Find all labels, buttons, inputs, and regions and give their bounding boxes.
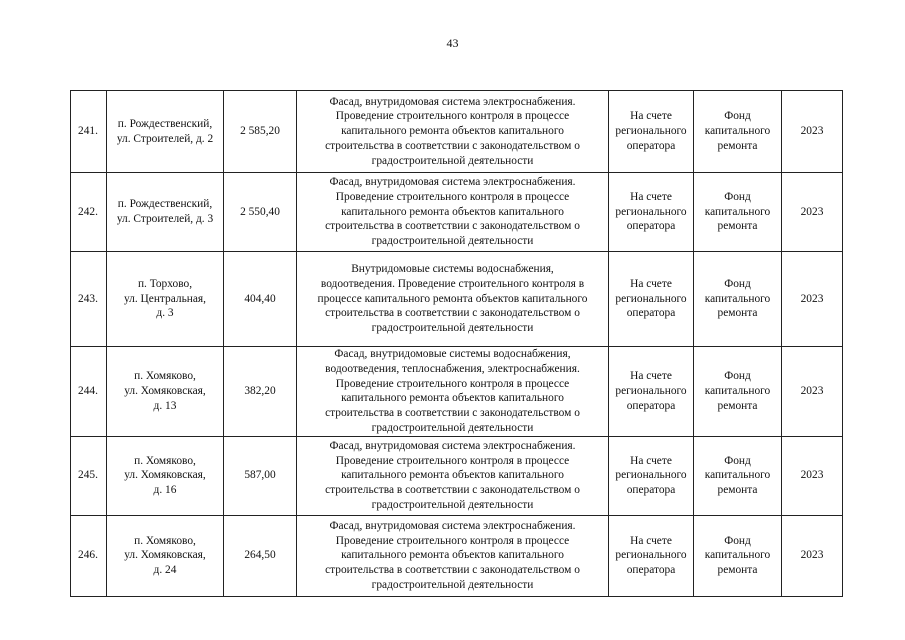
address-line: д. 3 [156, 307, 174, 320]
works-line: Проведение строительного контроля в процессе [335, 110, 570, 123]
address-line: п. Торхово, [137, 277, 193, 290]
address-cell [107, 515, 224, 596]
address-line: ул. Центральная, [123, 292, 207, 305]
address-line: д. 13 [153, 399, 177, 412]
area-cell: 2 550,40 [224, 173, 297, 252]
works-line: строительства в соответствии с законодательством о [325, 407, 580, 420]
account-line: На счете [630, 190, 672, 203]
funding-source-line: ремонта [717, 220, 758, 233]
account-line: оператора [626, 307, 676, 320]
works-line: Фасад, внутридомовая система электроснабжения. [329, 519, 576, 532]
works-line: Проведение строительного контроля в процессе [335, 377, 570, 390]
works-line: Фасад, внутридомовые системы водоснабжения, [334, 348, 571, 360]
funding-source-line: Фонд [724, 370, 751, 383]
table-row [71, 91, 843, 173]
address-cell [107, 436, 224, 515]
funding-source-line: Фонд [724, 534, 751, 547]
account-line: На счете [630, 454, 672, 467]
year-cell: 2023 [782, 91, 843, 173]
works-line: Внутридомовые системы водоснабжения, [351, 263, 554, 275]
row-number-cell: 243. [71, 252, 107, 347]
row-number-cell: 242. [71, 173, 107, 252]
funding-source-line: ремонта [717, 139, 758, 152]
funding-source-line: Фонд [724, 277, 751, 290]
address-line: ул. Строителей, д. 2 [116, 132, 214, 145]
account-line: оператора [626, 220, 676, 233]
area-cell: 2 585,20 [224, 91, 297, 173]
works-line: Фасад, внутридомовая система электроснабжения. [329, 439, 576, 452]
account-line: оператора [626, 484, 676, 497]
works-line: строительства в соответствии с законодательством о [325, 220, 580, 233]
works-line: Фасад, внутридомовая система электроснабжения. [329, 95, 576, 108]
works-line: градостроительной деятельности [371, 498, 534, 511]
account-line: регионального [615, 292, 687, 305]
account-cell [609, 173, 694, 252]
account-cell [609, 436, 694, 515]
works-line: водоотведения. Проведение строительного контроля в [320, 277, 585, 290]
address-line: п. Рождественский, [117, 117, 213, 130]
account-cell [609, 515, 694, 596]
works-cell [297, 91, 609, 173]
funding-source-line: Фонд [724, 110, 751, 123]
works-line: Проведение строительного контроля в процессе [335, 454, 570, 467]
address-line: п. Рождественский, [117, 198, 213, 211]
account-cell [609, 347, 694, 437]
account-cell [609, 91, 694, 173]
works-line: капитального ремонта объектов капитального [341, 469, 564, 482]
works-line: капитального ремонта объектов капитального [341, 125, 564, 138]
works-cell [297, 515, 609, 596]
works-line: капитального ремонта объектов капитального [341, 205, 564, 218]
account-line: На счете [630, 534, 672, 547]
funding-source-line: капитального [704, 292, 771, 305]
works-line: Проведение строительного контроля в процессе [335, 190, 570, 203]
funding-source-line: Фонд [724, 454, 751, 467]
area-cell: 404,40 [224, 252, 297, 347]
account-line: регионального [615, 549, 687, 562]
area-cell: 587,00 [224, 436, 297, 515]
funding-source-line: капитального [704, 549, 771, 562]
works-line: градостроительной деятельности [371, 235, 534, 248]
address-line: п. Хомяково, [134, 534, 196, 547]
funding-source-cell [694, 515, 782, 596]
table-row [71, 436, 843, 515]
table-body [71, 91, 843, 597]
account-line: На счете [630, 110, 672, 123]
address-line: д. 24 [153, 564, 177, 577]
row-number-cell: 245. [71, 436, 107, 515]
works-line: водоотведения, теплоснабжения, электроснабжения. [325, 362, 580, 375]
year-cell: 2023 [782, 347, 843, 437]
account-line: регионального [615, 125, 687, 138]
funding-source-line: капитального [704, 469, 771, 482]
works-line: строительства в соответствии с законодательством о [325, 564, 580, 577]
account-line: На счете [630, 277, 672, 290]
works-line: строительства в соответствии с законодательством о [325, 307, 580, 320]
table-row [71, 347, 843, 437]
works-line: строительства в соответствии с законодательством о [325, 484, 580, 497]
area-cell: 382,20 [224, 347, 297, 437]
funding-source-line: ремонта [717, 564, 758, 577]
funding-source-cell [694, 436, 782, 515]
year-cell: 2023 [782, 173, 843, 252]
address-line: п. Хомяково, [134, 454, 196, 467]
address-line: д. 16 [153, 484, 177, 497]
works-line: капитального ремонта объектов капитального [341, 549, 564, 562]
account-line: оператора [626, 564, 676, 577]
funding-source-line: капитального [704, 384, 771, 397]
funding-source-cell [694, 91, 782, 173]
address-line: ул. Строителей, д. 3 [116, 213, 214, 225]
address-line: ул. Хомяковская, [124, 469, 206, 482]
area-cell: 264,50 [224, 515, 297, 596]
works-line: градостроительной деятельности [371, 421, 534, 434]
table-row [71, 252, 843, 347]
works-line: градостроительной деятельности [371, 578, 534, 591]
row-number-cell: 246. [71, 515, 107, 596]
works-line: градостроительной деятельности [371, 154, 534, 167]
works-cell [297, 436, 609, 515]
funding-source-line: Фонд [724, 190, 751, 203]
works-line: Проведение строительного контроля в процессе [335, 534, 570, 547]
address-cell [107, 252, 224, 347]
row-number-cell: 241. [71, 91, 107, 173]
year-cell: 2023 [782, 252, 843, 347]
works-cell [297, 173, 609, 252]
address-cell [107, 91, 224, 173]
address-line: ул. Хомяковская, [124, 384, 206, 397]
address-line: ул. Хомяковская, [124, 549, 206, 562]
repair-schedule-table [70, 90, 843, 597]
funding-source-line: ремонта [717, 484, 758, 497]
funding-source-line: капитального [704, 125, 771, 138]
year-cell: 2023 [782, 515, 843, 596]
works-line: Фасад, внутридомовая система электроснабжения. [329, 176, 576, 188]
account-line: На счете [630, 370, 672, 383]
address-line: п. Хомяково, [134, 370, 196, 383]
works-cell [297, 252, 609, 347]
funding-source-line: капитального [704, 205, 771, 218]
address-cell [107, 173, 224, 252]
funding-source-cell [694, 252, 782, 347]
page-number: 43 [446, 36, 459, 50]
account-line: регионального [615, 469, 687, 482]
account-line: оператора [626, 399, 676, 412]
works-line: строительства в соответствии с законодательством о [325, 139, 580, 152]
works-line: процессе капитального ремонта объектов капитального [317, 292, 588, 305]
table-row [71, 173, 843, 252]
funding-source-line: ремонта [717, 399, 758, 412]
works-line: капитального ремонта объектов капитального [341, 392, 564, 405]
account-line: регионального [615, 205, 687, 218]
works-line: градостроительной деятельности [371, 322, 534, 335]
funding-source-cell [694, 347, 782, 437]
account-line: оператора [626, 139, 676, 152]
funding-source-line: ремонта [717, 307, 758, 320]
works-cell [297, 347, 609, 437]
account-cell [609, 252, 694, 347]
table-row [71, 515, 843, 596]
year-cell: 2023 [782, 436, 843, 515]
account-line: регионального [615, 384, 687, 397]
address-cell [107, 347, 224, 437]
row-number-cell: 244. [71, 347, 107, 437]
funding-source-cell [694, 173, 782, 252]
